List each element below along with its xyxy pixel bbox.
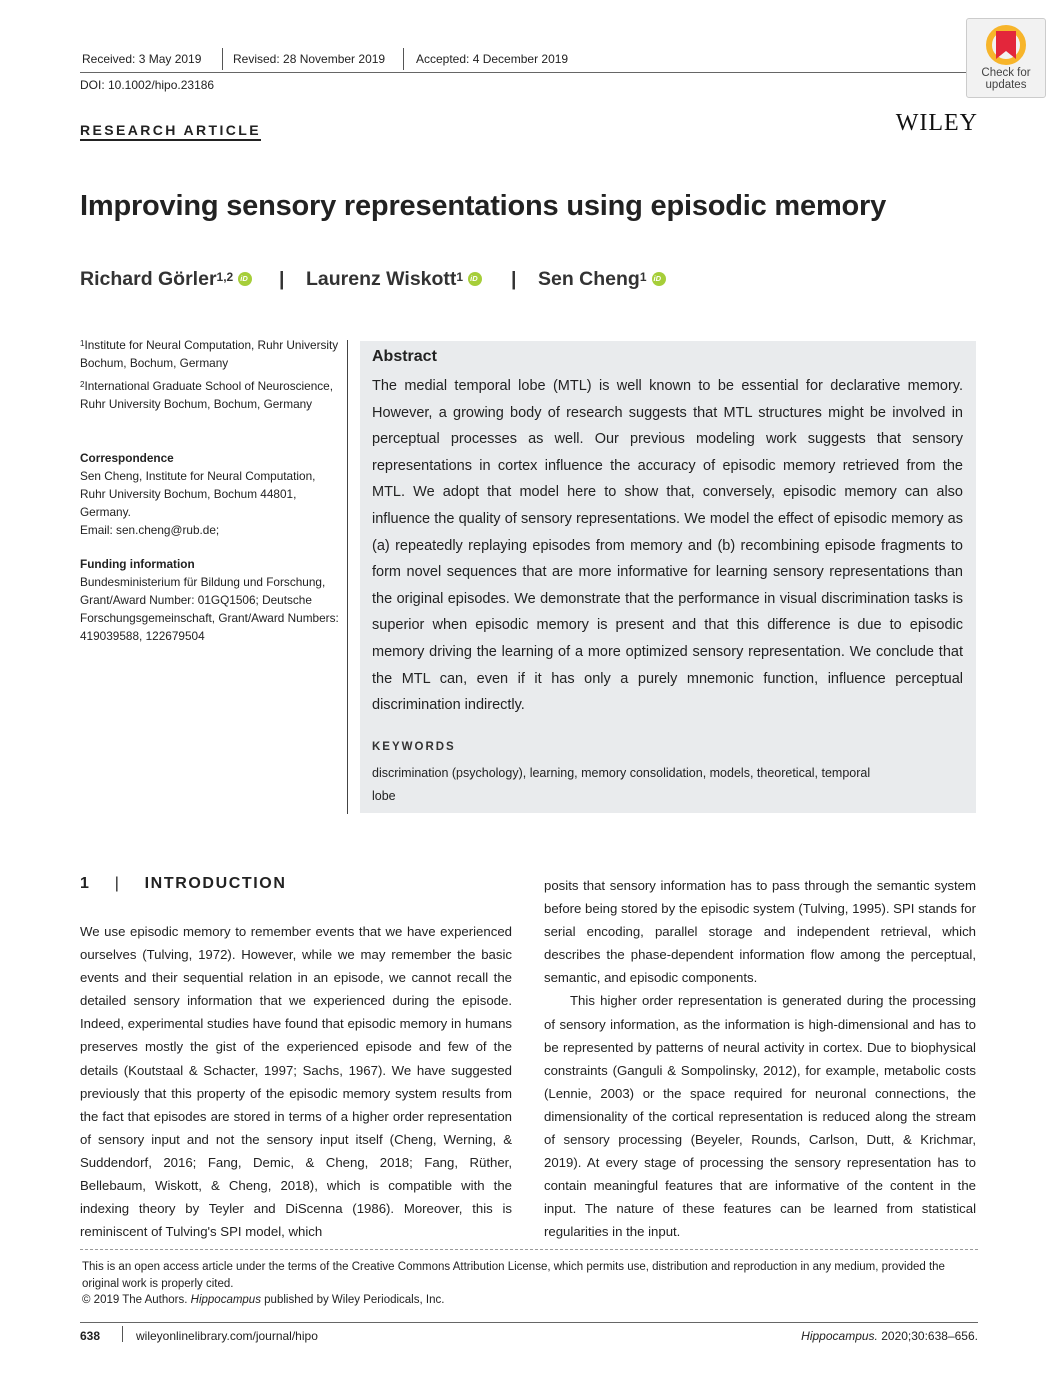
received-date: Received: 3 May 2019 — [82, 52, 202, 66]
orcid-icon[interactable] — [468, 272, 482, 286]
orcid-icon[interactable] — [238, 272, 252, 286]
article-dates — [80, 52, 978, 72]
keywords-list: discrimination (psychology), learning, memory consolidation, models, theoretical, temporal lobe — [372, 766, 871, 803]
keywords-heading: KEYWORDS — [372, 741, 456, 753]
crossmark-icon — [967, 21, 1045, 69]
accepted-date: Accepted: 4 December 2019 — [416, 52, 569, 66]
section-heading: 1 | INTRODUCTION — [80, 875, 287, 892]
journal-url-link[interactable]: wileyonlinelibrary.com/journal/hipo — [136, 1329, 318, 1343]
affiliation: $^2$International Graduate School of Neuroscience, Ruhr University Bochum, Bochum, Germany — [80, 379, 333, 411]
license-note: This is an open access article under the terms of the Creative Commons Attribution License, which permits use, distribution and reproduction in any medium, provided the original work is properly cited. © 2019 The Authors. Hippocampus published by Wiley Periodicals, Inc. — [82, 1261, 945, 1306]
author[interactable]: Richard Görler$^{1,2}$iD — [80, 268, 252, 291]
author-separator: | — [511, 268, 517, 290]
divider — [222, 48, 223, 70]
article-type: RESEARCH ARTICLE — [80, 122, 261, 141]
divider — [122, 1326, 123, 1342]
citation: Hippocampus. 2020;30:638–656. — [801, 1329, 978, 1343]
body-column-right — [544, 874, 976, 1244]
author-separator: | — [279, 268, 285, 290]
body-column-left — [80, 920, 512, 1243]
author[interactable]: Laurenz Wiskott$^1$iD — [306, 268, 482, 291]
funding-heading: Funding information — [80, 557, 195, 571]
funding-info: Funding information Bundesministerium für Bildung und Forschung, Grant/Award Number: 01GQ1506; Deutsche Forschungsgemeinschaft, Grant/Award Numbers: 419039588, 122679504 — [80, 557, 339, 643]
abstract-rule — [347, 340, 348, 814]
check-updates-label: Check for updates — [981, 67, 1031, 91]
correspondence: Correspondence Sen Cheng, Institute for Neural Computation, Ruhr University Bochum, Bochum 44801, Germany. Email: sen.cheng@rub.de; — [80, 451, 316, 537]
paragraph: posits that sensory information has to pass through the semantic system before being stored by the episodic system (Tulving, 1995). SPI stands for serial encoding, parallel storage and independent retrieval, which describes the phase-dependent information flow among the perceptual, semantic, and episodic components. — [544, 878, 976, 986]
revised-date: Revised: 28 November 2019 — [233, 52, 386, 66]
header-rule — [80, 72, 978, 73]
affiliation: $^1$Institute for Neural Computation, Ruhr University Bochum, Bochum, Germany — [80, 338, 339, 370]
orcid-icon[interactable] — [652, 272, 666, 286]
divider — [403, 48, 404, 70]
footer-rule — [80, 1322, 978, 1323]
correspondence-heading: Correspondence — [80, 451, 174, 465]
doi: DOI: 10.1002/hipo.23186 — [80, 78, 215, 92]
paragraph: We use episodic memory to remember events that we have experienced ourselves (Tulving, 1972). However, while we may remember the basic events and their sequential relation in an episode, we cannot recall the detailed sensory information that we experienced during the episode. Indeed, experimental studies have found that episodic memory in humans preserves mostly the gist of the experienced episode and few of the details (Koutstaal & Schacter, 1997; Sachs, 1967). We have suggested previously that this property of the episodic memory system results from the fact that episodes are stored in terms of a higher order representation of sensory input and not the sensory input itself (Cheng, Werning, & Suddendorf, 2016; Fang, Demic, & Cheng, 2018; Fang, Rüther, Bellebaum, Wiskott, & Cheng, 2018), which is compatible with the indexing theory by Teyler and DiScenna (1986). Moreover, this is reminiscent of Tulving's SPI model, which — [80, 924, 512, 1240]
paragraph: This higher order representation is generated during the processing of sensory information, as the information is high-dimensional and has to be represented by patterns of neural activity in cortex. Due to biophysical constraints (Ganguli & Sompolinsky, 2012), for example, metabolic costs (Lennie, 2003) or the space required for neuronal connections, the dimensionality of the cortical representation is reduced along the stream of sensory processing (Beyeler, Rounds, Carlson, Dutt, & Krichmar, 2019). At every stage of processing the sensory representation has to contain meaningful features that are informative of the content in the input. The nature of these features can be learned from statistical regularities in the input. — [544, 993, 976, 1240]
abstract-heading: Abstract — [372, 348, 437, 365]
license-divider — [80, 1249, 978, 1250]
article-title: Improving sensory representations using episodic memory — [80, 190, 887, 222]
email-link[interactable]: Email: sen.cheng@rub.de; — [80, 523, 220, 537]
check-for-updates-button[interactable] — [966, 18, 1046, 98]
page-number: 638 — [80, 1329, 101, 1343]
author[interactable]: Sen Cheng$^1$iD — [538, 268, 666, 291]
abstract-text: The medial temporal lobe (MTL) is well known to be essential for declarative memory. However, a growing body of research suggests that MTL structures might be involved in perceptual processes as well. Our previous modeling work suggests that sensory representations in cortex influence the accuracy of episodic memory retrieved from the MTL. We adopt that model here to show that, conversely, episodic memory can also influence the quality of sensory representations. We model the effect of episodic memory as (a) repeatedly replaying episodes from memory and (b) recombining episode fragments to form novel sequences that are more informative for learning sensory representations than the original episodes. We demonstrate that the performance in visual discrimination tasks is superior when episodic memory is present and that this difference is due to episodic memory driving the learning of a more optimized sensory representation. We conclude that the MTL can, even if it has only a purely mnemonic function, influence perceptual discrimination indirectly. — [372, 378, 963, 714]
publisher-logo: WILEY — [895, 110, 978, 136]
